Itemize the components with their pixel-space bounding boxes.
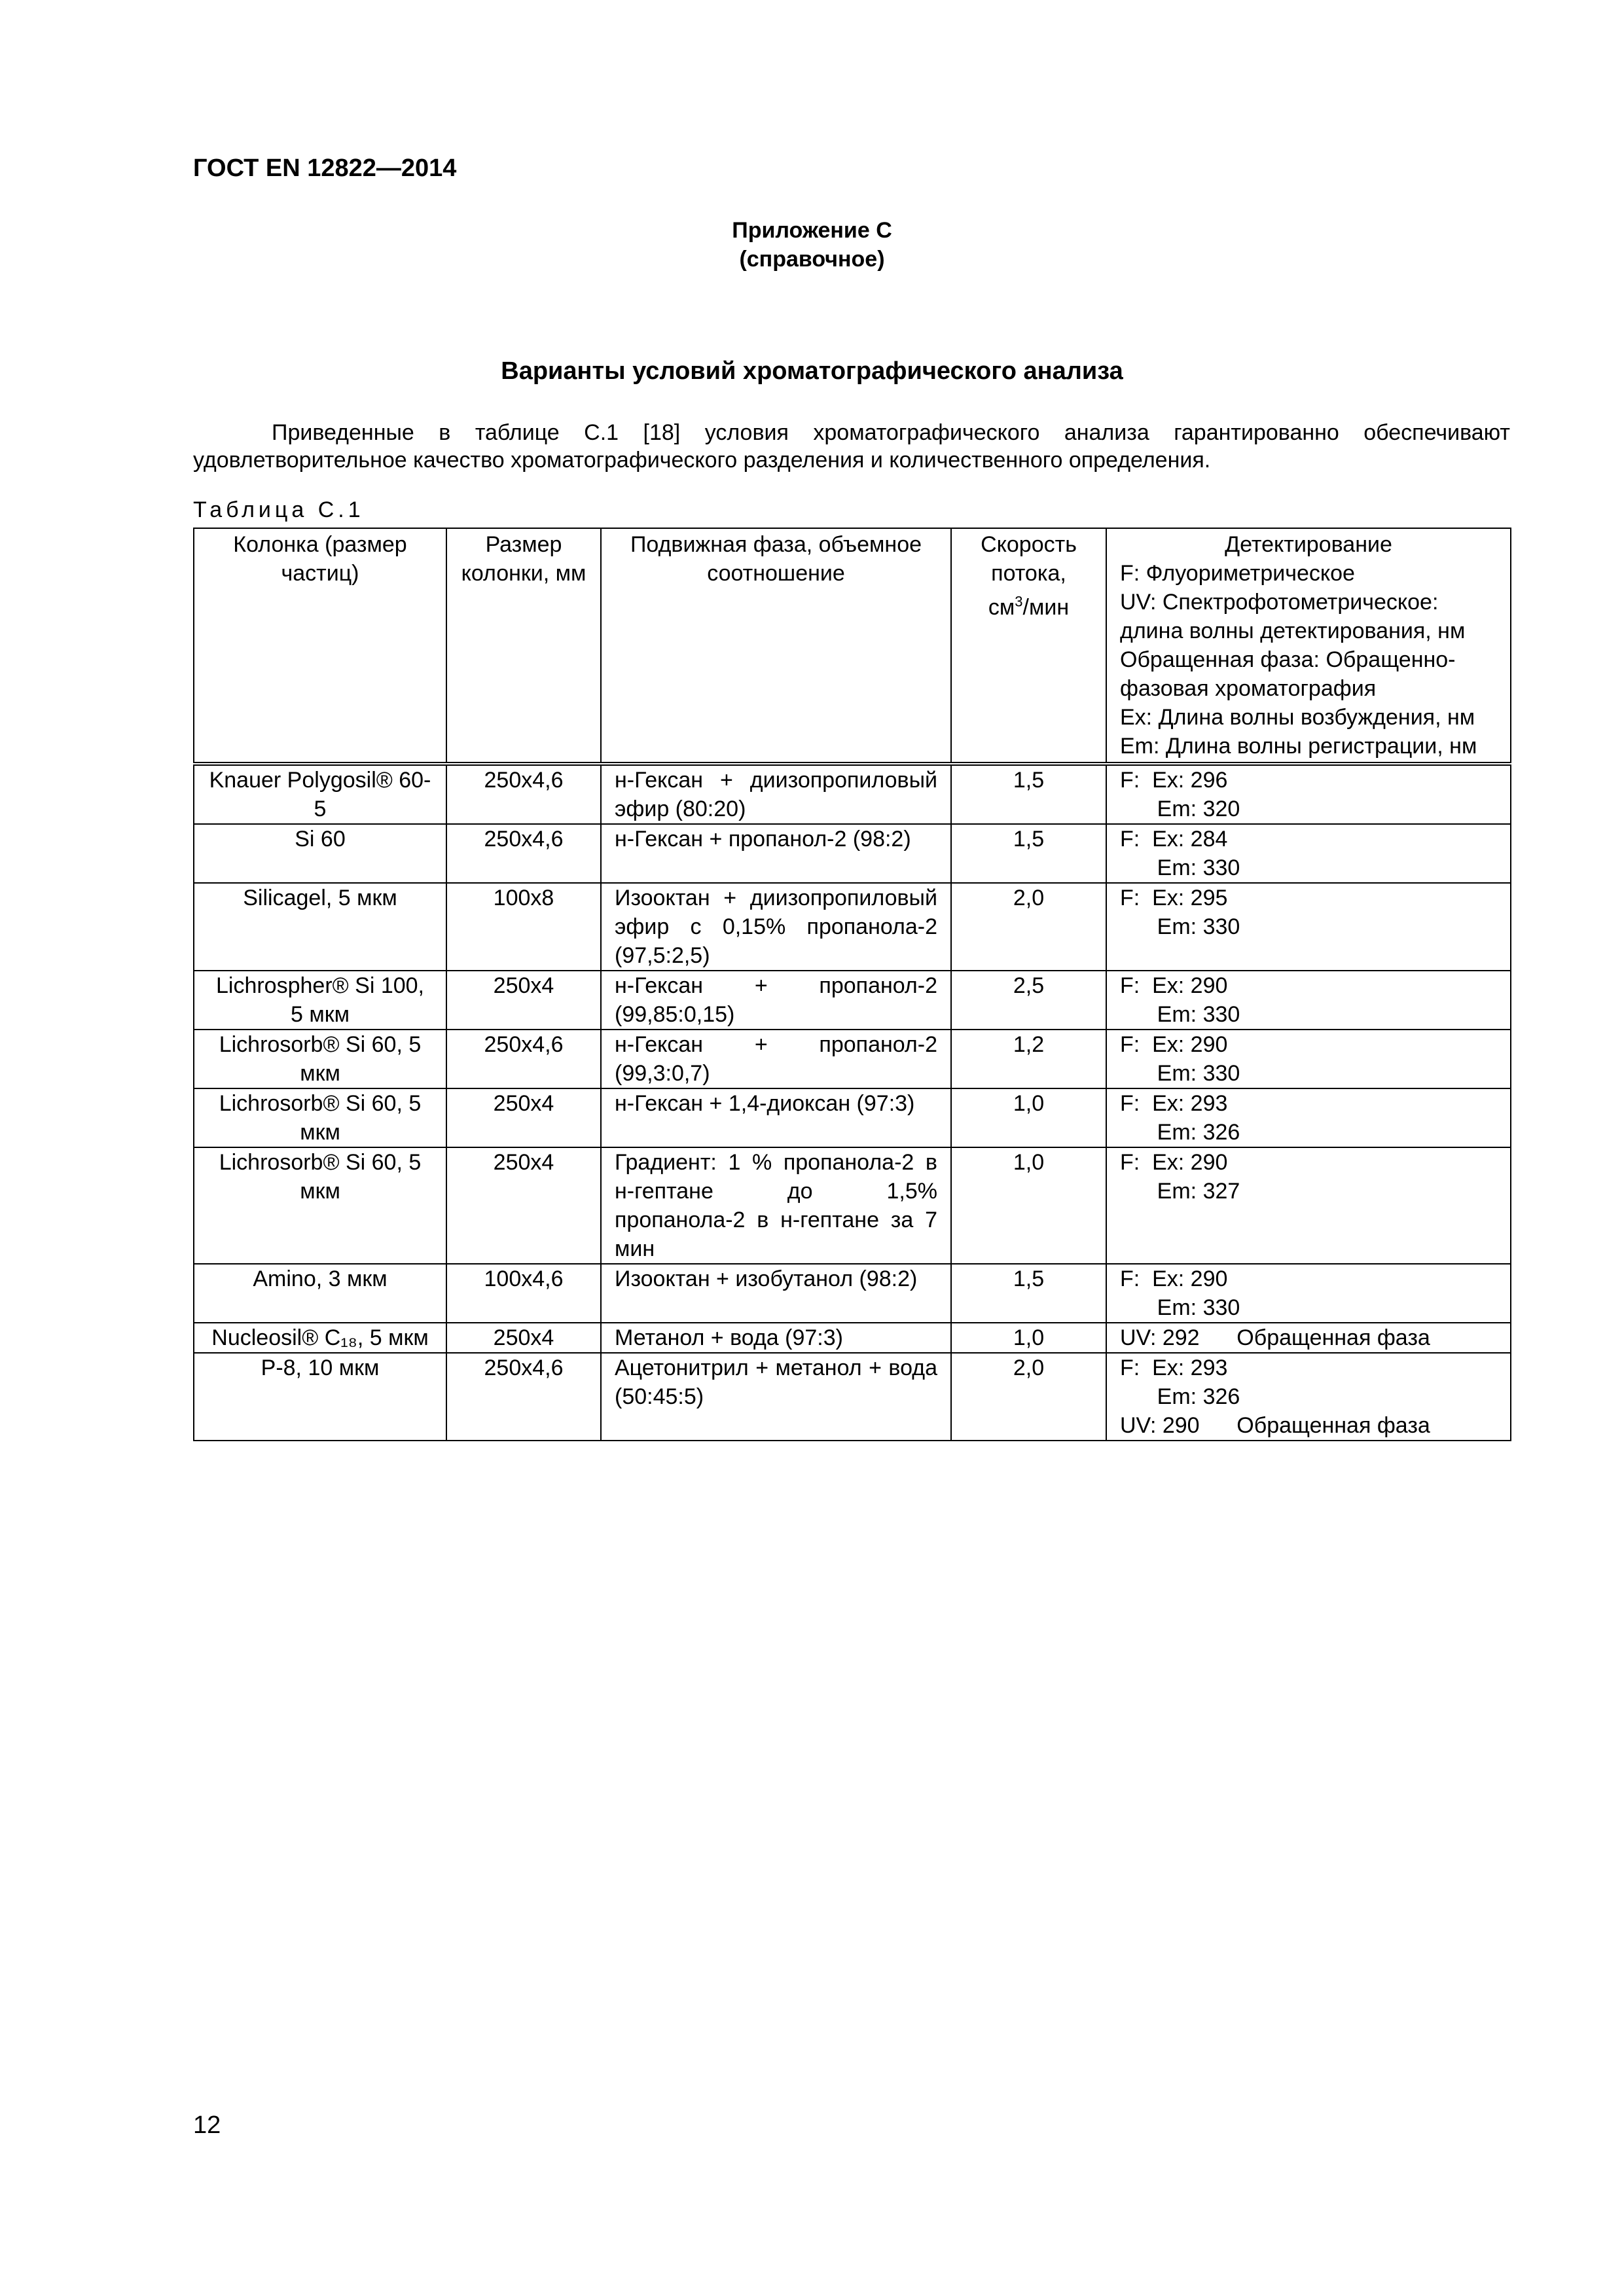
cell-mobile-phase: Метанол + вода (97:3)	[601, 1323, 951, 1353]
table-row	[194, 1264, 1511, 1323]
detection-line: Em: 330	[1120, 914, 1240, 939]
detection-line: UV: 292 Обращенная фаза	[1120, 1325, 1430, 1350]
cell-detection	[1106, 824, 1511, 883]
detection-line: F: Ex: 293	[1120, 1355, 1228, 1380]
cell-column: Lichrospher® Si 100, 5 мкм	[194, 971, 446, 1030]
cell-mobile-phase: н-Гексан + пропанол-2 (99,3:0,7)	[601, 1030, 951, 1088]
cell-mobile-phase: н-Гексан + 1,4-диоксан (97:3)	[601, 1088, 951, 1147]
table-body	[194, 764, 1511, 1441]
cell-column: Lichrosorb® Si 60, 5 мкм	[194, 1088, 446, 1147]
cell-flow-rate: 2,5	[951, 971, 1106, 1030]
header-detection-title: Детектирование	[1225, 532, 1392, 557]
cell-mobile-phase: Ацетонитрил + метанол + вода (50:45:5)	[601, 1353, 951, 1441]
cell-detection	[1106, 1030, 1511, 1088]
cell-flow-rate: 1,5	[951, 764, 1106, 824]
cell-column: Nucleosil® C₁₈, 5 мкм	[194, 1323, 446, 1353]
page-number: 12	[193, 2111, 221, 2139]
cell-detection	[1106, 1088, 1511, 1147]
detection-line: F: Ex: 296	[1120, 768, 1228, 793]
detection-line: F: Ex: 290	[1120, 1266, 1228, 1291]
annex-heading	[0, 216, 1624, 274]
cell-mobile-phase: н-Гексан + пропанол-2 (99,85:0,15)	[601, 971, 951, 1030]
flow-unit-sup: 3	[1015, 594, 1023, 610]
table-row	[194, 883, 1511, 971]
detection-line: Em: 330	[1120, 1061, 1240, 1086]
cell-size: 250x4,6	[446, 764, 601, 824]
cell-column: Lichrosorb® Si 60, 5 мкм	[194, 1147, 446, 1264]
table-row	[194, 1147, 1511, 1264]
detection-legend-item: F: Флуориметрическое	[1120, 561, 1355, 586]
detection-line: Em: 326	[1120, 1120, 1240, 1145]
detection-line: F: Ex: 293	[1120, 1091, 1228, 1116]
cell-mobile-phase: Изооктан + изобутанол (98:2)	[601, 1264, 951, 1323]
cell-detection	[1106, 971, 1511, 1030]
cell-flow-rate: 2,0	[951, 1353, 1106, 1441]
cell-column: Si 60	[194, 824, 446, 883]
header-size: Размер колонки, мм	[446, 528, 601, 764]
cell-detection	[1106, 883, 1511, 971]
detection-line: UV: 290 Обращенная фаза	[1120, 1413, 1430, 1438]
header-column: Колонка (размер частиц)	[194, 528, 446, 764]
cell-flow-rate: 1,2	[951, 1030, 1106, 1088]
cell-size: 250x4	[446, 1323, 601, 1353]
annex-status: (справочное)	[739, 247, 885, 272]
detection-line: Em: 327	[1120, 1179, 1240, 1204]
cell-column: P-8, 10 мкм	[194, 1353, 446, 1441]
detection-line: F: Ex: 290	[1120, 1150, 1228, 1175]
cell-flow-rate: 1,0	[951, 1088, 1106, 1147]
cell-flow-rate: 1,0	[951, 1323, 1106, 1353]
header-flow-rate-label: Скорость потока,	[981, 532, 1077, 586]
annex-title: Приложение С	[732, 218, 892, 243]
detection-line: Em: 326	[1120, 1384, 1240, 1409]
table-row	[194, 971, 1511, 1030]
cell-flow-rate: 1,0	[951, 1147, 1106, 1264]
cell-size: 250x4,6	[446, 824, 601, 883]
header-mobile-phase: Подвижная фаза, объемное соотношение	[601, 528, 951, 764]
cell-mobile-phase: н-Гексан + диизопропиловый эфир (80:20)	[601, 764, 951, 824]
cell-column: Silicagel, 5 мкм	[194, 883, 446, 971]
detection-legend-item: Em: Длина волны регистрации, нм	[1120, 734, 1477, 759]
detection-line: F: Ex: 290	[1120, 1032, 1228, 1057]
flow-unit-suffix: /мин	[1022, 595, 1070, 620]
cell-column: Lichrosorb® Si 60, 5 мкм	[194, 1030, 446, 1088]
cell-detection	[1106, 1147, 1511, 1264]
cell-size: 100x8	[446, 883, 601, 971]
detection-line: Em: 320	[1120, 797, 1240, 821]
cell-size: 250x4	[446, 971, 601, 1030]
table-row	[194, 1353, 1511, 1441]
detection-line: Em: 330	[1120, 1295, 1240, 1320]
cell-size: 250x4	[446, 1147, 601, 1264]
table-row	[194, 824, 1511, 883]
cell-detection	[1106, 1323, 1511, 1353]
cell-mobile-phase: н-Гексан + пропанол-2 (98:2)	[601, 824, 951, 883]
document-code: ГОСТ EN 12822—2014	[193, 154, 457, 182]
cell-mobile-phase: Градиент: 1 % пропанола-2 в н-гептане до 1,5% пропанола-2 в н-гептане за 7 мин	[601, 1147, 951, 1264]
cell-mobile-phase: Изооктан + диизопропиловый эфир с 0,15% пропанола-2 (97,5:2,5)	[601, 883, 951, 971]
cell-column: Knauer Polygosil® 60-5	[194, 764, 446, 824]
table-row	[194, 1088, 1511, 1147]
detection-legend-item: Ex: Длина волны возбуждения, нм	[1120, 705, 1475, 730]
cell-detection	[1106, 764, 1511, 824]
detection-line: Em: 330	[1120, 1002, 1240, 1027]
detection-legend-item: UV: Спектрофотометрическое: длина волны детектирования, нм	[1120, 590, 1466, 643]
chromatography-conditions-table	[193, 528, 1511, 1441]
flow-unit-prefix: см	[988, 595, 1015, 620]
table-caption: Таблица С.1	[193, 497, 365, 522]
header-flow-unit	[988, 595, 1069, 620]
cell-size: 250x4,6	[446, 1353, 601, 1441]
cell-column: Amino, 3 мкм	[194, 1264, 446, 1323]
detection-legend-item: Обращенная фаза: Обращенно-фазовая хроматография	[1120, 647, 1456, 701]
cell-detection	[1106, 1353, 1511, 1441]
cell-size: 250x4,6	[446, 1030, 601, 1088]
header-detection	[1106, 528, 1511, 764]
table-header-row	[194, 528, 1511, 764]
table-row	[194, 764, 1511, 824]
detection-line: F: Ex: 290	[1120, 973, 1228, 998]
table-row	[194, 1323, 1511, 1353]
cell-detection	[1106, 1264, 1511, 1323]
cell-flow-rate: 2,0	[951, 883, 1106, 971]
detection-line: Em: 330	[1120, 855, 1240, 880]
cell-size: 100x4,6	[446, 1264, 601, 1323]
header-flow-rate	[951, 528, 1106, 764]
section-title: Варианты условий хроматографического анализа	[501, 357, 1123, 385]
cell-size: 250x4	[446, 1088, 601, 1147]
detection-line: F: Ex: 284	[1120, 827, 1228, 852]
detection-line: F: Ex: 295	[1120, 886, 1228, 910]
cell-flow-rate: 1,5	[951, 1264, 1106, 1323]
intro-paragraph: Приведенные в таблице С.1 [18] условия хроматографического анализа гарантированно обеспечивают удовлетворительное качество хроматографического разделения и количественного определения.	[193, 420, 1510, 473]
table-row	[194, 1030, 1511, 1088]
cell-flow-rate: 1,5	[951, 824, 1106, 883]
